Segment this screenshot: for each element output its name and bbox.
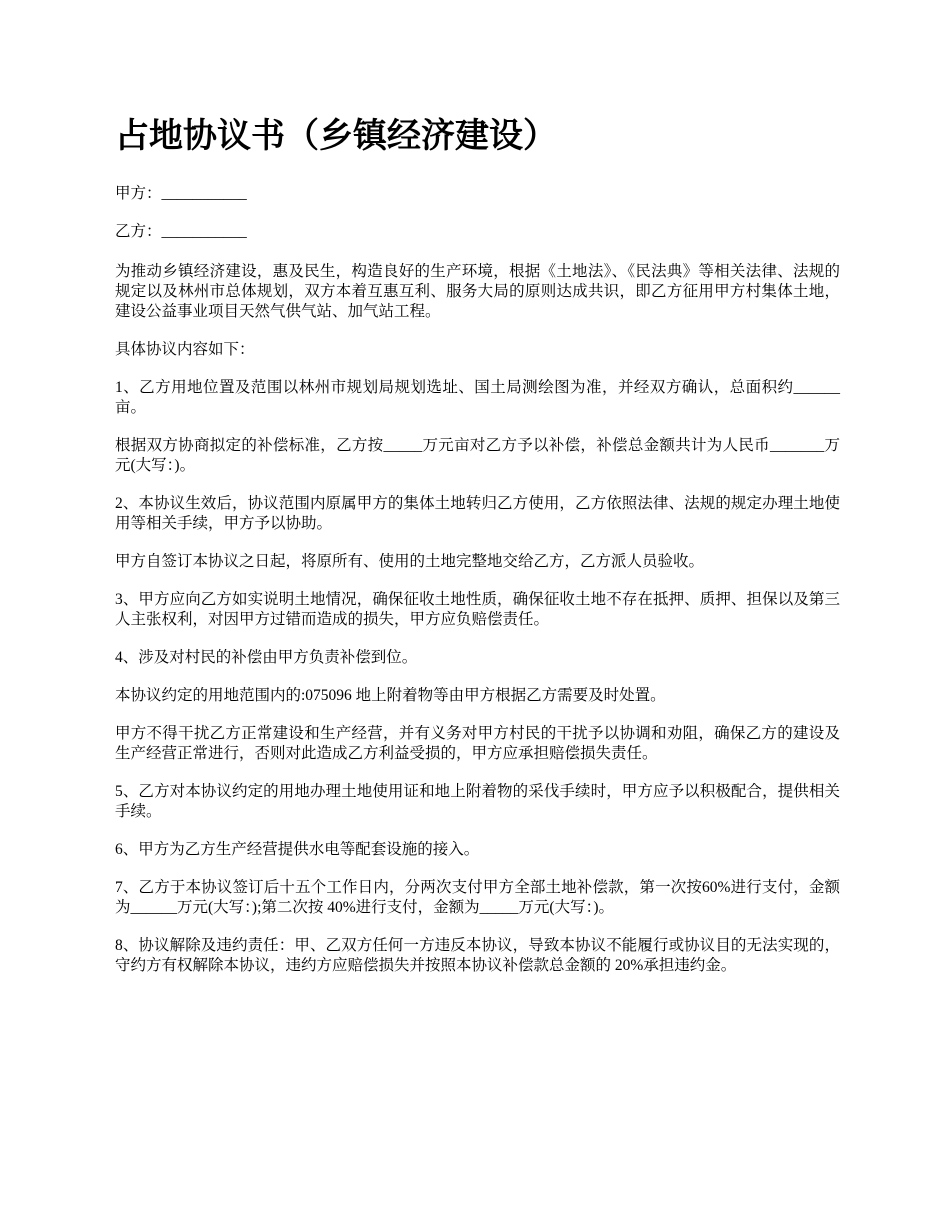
party-a-line: 甲方：___________ <box>115 184 247 202</box>
document-title: 占地协议书（乡镇经济建设） <box>115 116 557 156</box>
document-body <box>115 115 840 994</box>
paragraph-clause-7: 7、乙方于本协议签订后十五个工作日内，分两次支付甲方全部土地补偿款，第一次按60%进行支付，金额为______万元(大写：);第二次按 40%进行支付，金额为_____万元(大写：)。 <box>115 878 840 916</box>
party-b-line: 乙方：___________ <box>115 222 247 240</box>
paragraph-clause-8: 8、协议解除及违约责任：甲、乙双方任何一方违反本协议，导致本协议不能履行或协议目的无法实现的，守约方有权解除本协议，违约方应赔偿损失并按照本协议补偿款总金额的 20%承担违约金。 <box>115 936 840 974</box>
paragraph-clause-3: 3、甲方应向乙方如实说明土地情况，确保征收土地性质，确保征收土地不存在抵押、质押、担保以及第三人主张权利，对因甲方过错而造成的损失，甲方应负赔偿责任。 <box>115 590 840 628</box>
paragraph-handover: 甲方自签订本协议之日起，将原所有、使用的土地完整地交给乙方，乙方派人员验收。 <box>115 552 705 570</box>
paragraph-compensation: 根据双方协商拟定的补偿标准，乙方按_____万元亩对乙方予以补偿，补偿总金额共计为人民币_______万元(大写：)。 <box>115 436 840 474</box>
paragraph-clause-6: 6、甲方为乙方生产经营提供水电等配套设施的接入。 <box>115 840 480 858</box>
paragraph-clause-4: 4、涉及对村民的补偿由甲方负责补偿到位。 <box>115 648 418 666</box>
paragraph-attachments: 本协议约定的用地范围内的:075096 地上附着物等由甲方根据乙方需要及时处置。 <box>115 686 666 704</box>
paragraph-preamble: 为推动乡镇经济建设，惠及民生，构造良好的生产环境，根据《土地法》、《民法典》等相关法律、法规的规定以及林州市总体规划，双方本着互惠互利、服务大局的原则达成共识，即乙方征用甲方村集体土地，建设公益事业项目天然气供气站、加气站工程。 <box>115 262 840 320</box>
paragraph-clause-5: 5、乙方对本协议约定的用地办理土地使用证和地上附着物的采伐手续时，甲方应予以积极配合，提供相关手续。 <box>115 782 840 820</box>
paragraph-intro: 具体协议内容如下： <box>115 340 255 358</box>
paragraph-clause-2: 2、本协议生效后，协议范围内原属甲方的集体土地转归乙方使用，乙方依照法律、法规的规定办理土地使用等相关手续，甲方予以协助。 <box>115 494 840 532</box>
paragraph-clause-1: 1、乙方用地位置及范围以林州市规划局规划选址、国土局测绘图为准，并经双方确认，总面积约______亩。 <box>115 378 840 416</box>
paragraph-non-interference: 甲方不得干扰乙方正常建设和生产经营，并有义务对甲方村民的干扰予以协调和劝阻，确保乙方的建设及生产经营正常进行，否则对此造成乙方利益受损的，甲方应承担赔偿损失责任。 <box>115 724 840 762</box>
